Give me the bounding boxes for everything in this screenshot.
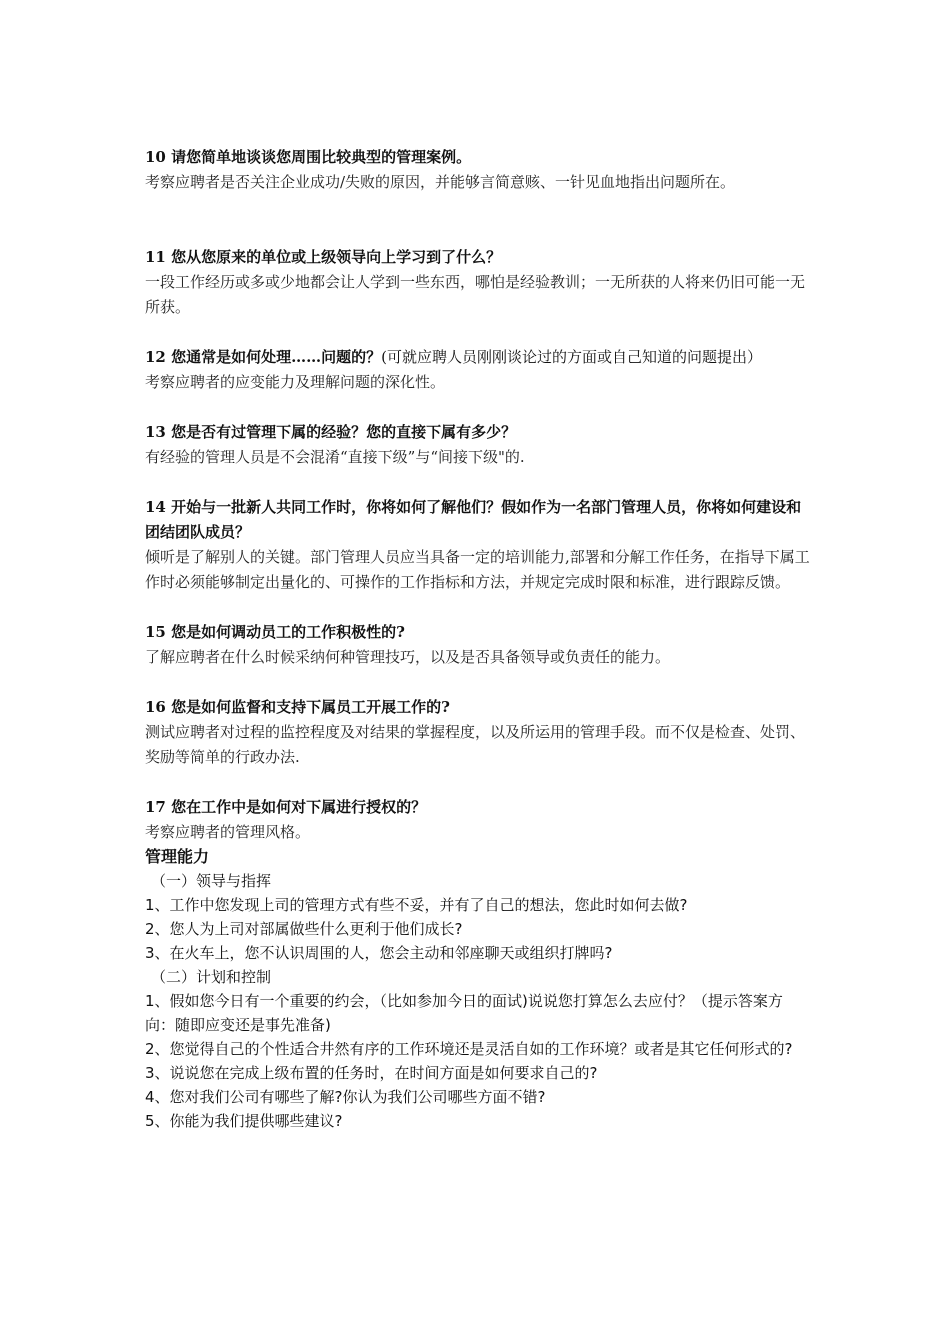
section-title: 管理能力	[145, 847, 210, 866]
question-16: 16 您是如何监督和支持下属员工开展工作的?	[145, 698, 450, 716]
answer-13: 有经验的管理人员是不会混淆“直接下级”与“间接下级"的.	[145, 448, 525, 466]
question-12-note: (可就应聘人员刚刚谈论过的方面或自己知道的问题提出）	[381, 348, 762, 366]
list-item: 4、您对我们公司有哪些了解?你认为我们公司哪些方面不错?	[145, 1088, 546, 1106]
list-item: 3、说说您在完成上级布置的任务时，在时间方面是如何要求自己的?	[145, 1064, 598, 1082]
group-heading-leadership: （一）领导与指挥	[151, 872, 272, 890]
question-12	[145, 345, 810, 370]
list-item: 1、假如您今日有一个重要的约会，（比如参加今日的面试)说说您打算怎么去应付？（提示答案方向：随即应变还是事先准备)	[145, 992, 783, 1034]
question-14: 14 开始与一批新人共同工作时，你将如何了解他们？假如作为一名部门管理人员，你将如何建设和团结团队成员？	[145, 498, 802, 541]
question-17: 17 您在工作中是如何对下属进行授权的？	[145, 798, 427, 816]
answer-11: 一段工作经历或多或少地都会让人学到一些东西，哪怕是经验教训；一无所获的人将来仍旧可能一无所获。	[145, 273, 806, 316]
answer-17: 考察应聘者的管理风格。	[145, 823, 311, 841]
question-13: 13 您是否有过管理下属的经验？您的直接下属有多少？	[145, 423, 517, 441]
list-item: 2、您人为上司对部属做些什么更利于他们成长?	[145, 920, 463, 938]
question-10: 10 请您简单地谈谈您周围比较典型的管理案例。	[145, 148, 472, 166]
list-item: 2、您觉得自己的个性适合井然有序的工作环境还是灵活自如的工作环境？或者是其它任何形式的?	[145, 1040, 793, 1058]
list-item: 1、工作中您发现上司的管理方式有些不妥，并有了自己的想法，您此时如何去做?	[145, 896, 688, 914]
list-item: 3、在火车上，您不认识周围的人，您会主动和邻座聊天或组织打牌吗?	[145, 944, 613, 962]
question-12-text: 12 您通常是如何处理……问题的？	[145, 348, 382, 366]
answer-15: 了解应聘者在什么时候采纳何种管理技巧，以及是否具备领导或负责任的能力。	[145, 648, 671, 666]
document-page	[145, 145, 810, 1133]
question-11: 11 您从您原来的单位或上级领导向上学习到了什么？	[145, 248, 502, 266]
answer-16: 测试应聘者对过程的监控程度及对结果的掌握程度，以及所运用的管理手段。而不仅是检查、处罚、奖励等简单的行政办法.	[145, 723, 806, 766]
list-item: 5、你能为我们提供哪些建议?	[145, 1112, 343, 1130]
answer-12: 考察应聘者的应变能力及理解问题的深化性。	[145, 373, 446, 391]
group-heading-planning: （二）计划和控制	[151, 968, 272, 986]
question-15: 15 您是如何调动员工的工作积极性的?	[145, 623, 405, 641]
answer-14: 倾听是了解别人的关键。部门管理人员应当具备一定的培训能力,部署和分解工作任务，在指导下属工作时必须能够制定出量化的、可操作的工作指标和方法，并规定完成时限和标准，进行跟踪反馈。	[145, 548, 810, 591]
answer-10: 考察应聘者是否关注企业成功/失败的原因，并能够言简意赅、一针见血地指出问题所在。	[145, 173, 736, 191]
